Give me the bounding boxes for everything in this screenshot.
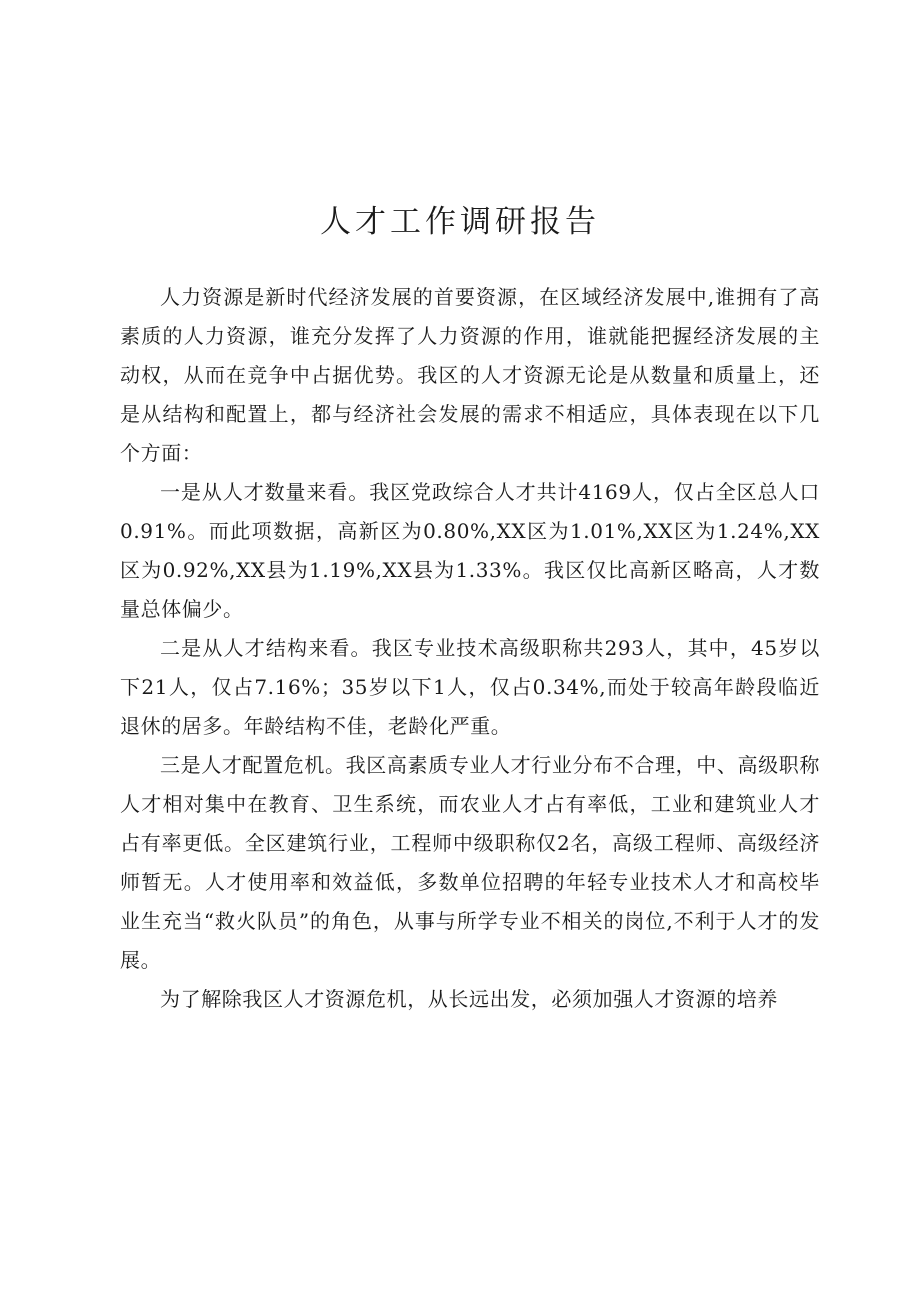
document-title: 人才工作调研报告: [320, 204, 600, 240]
paragraph-talent-quantity: 一是从人才数量来看。我区党政综合人才共计4169人，仅占全区总人口0.91%。而此项数据，高新区为0.80%,XX区为1.01%,XX区为1.24%,XX区为0.92%,XX县为1.19%,XX县为1.33%。我区仅比高新区略高，人才数量总体偏少。: [120, 480, 820, 621]
paragraph-talent-structure: 二是从人才结构来看。我区专业技术高级职称共293人，其中，45岁以下21人，仅占7.16%；35岁以下1人，仅占0.34%,而处于较高年龄段临近退休的居多。年龄结构不佳，老龄化严重。: [120, 636, 820, 738]
paragraph-conclusion: 为了解除我区人才资源危机，从长远出发，必须加强人才资源的培养: [160, 987, 778, 1011]
paragraph-talent-allocation: 三是人才配置危机。我区高素质专业人才行业分布不合理，中、高级职称人才相对集中在教育、卫生系统，而农业人才占有率低，工业和建筑业人才占有率更低。全区建筑行业，工程师中级职称仅2名，高级工程师、高级经济师暂无。人才使用率和效益低，多数单位招聘的年轻专业技术人才和高校毕业生充当“救火队员”的角色，从事与所学专业不相关的岗位,不利于人才的发展。: [120, 753, 820, 972]
document-body: [120, 278, 820, 1019]
paragraph-intro: 人力资源是新时代经济发展的首要资源，在区域经济发展中,谁拥有了高素质的人力资源，谁充分发挥了人力资源的作用，谁就能把握经济发展的主动权，从而在竞争中占据优势。我区的人才资源无论是从数量和质量上，还是从结构和配置上，都与经济社会发展的需求不相适应，具体表现在以下几个方面：: [120, 285, 820, 465]
